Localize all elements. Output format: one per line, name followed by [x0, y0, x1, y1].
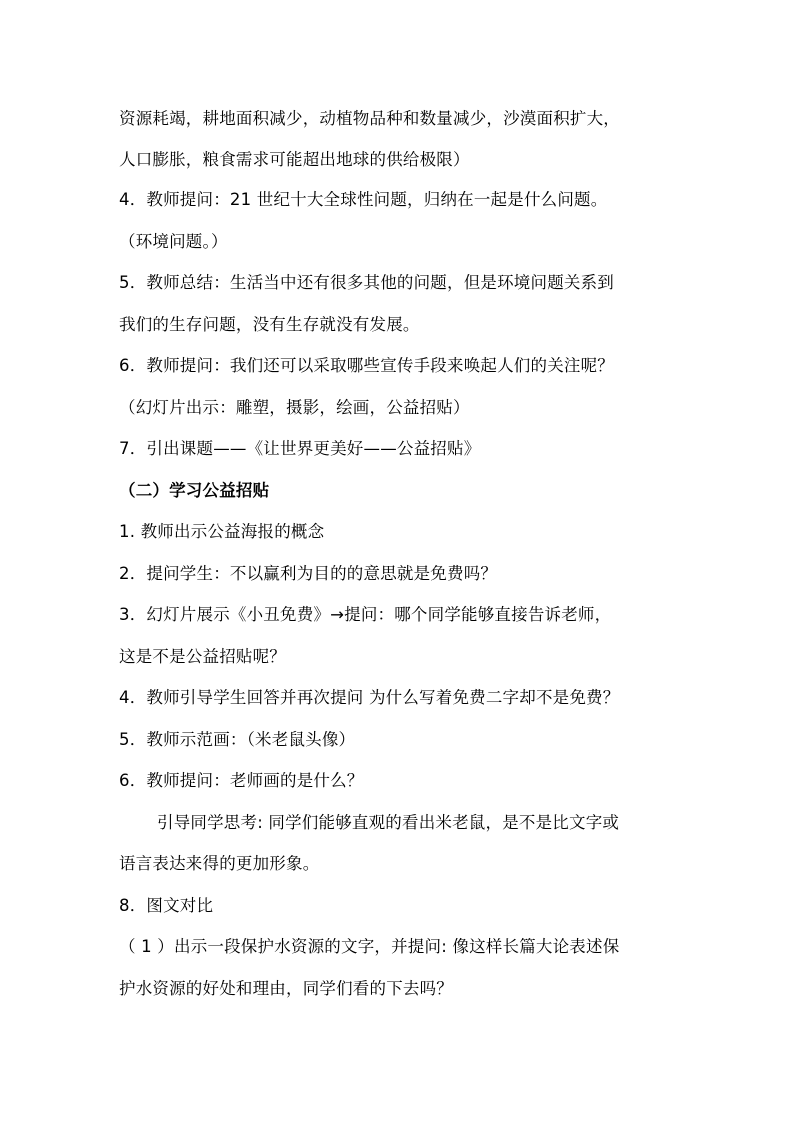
paragraph-line: 我们的生存问题，没有生存就没有发展。 — [119, 315, 420, 334]
list-item-6b: 6．教师提问：老师画的是什么？ — [119, 771, 364, 790]
answer-line: （幻灯片出示：雕塑，摄影，绘画，公益招贴） — [119, 398, 470, 417]
list-item-5b: 5．教师示范画：（米老鼠头像） — [119, 730, 356, 749]
list-item-5: 5．教师总结：生活当中还有很多其他的问题，但是环境问题关系到 — [119, 273, 614, 292]
paragraph-line: 人口膨胀，粮食需求可能超出地球的供给极限） — [119, 150, 470, 169]
list-item-3: 3．幻灯片展示《小丑免费》→提问：哪个同学能够直接告诉老师， — [119, 605, 612, 624]
list-item-1: 1. 教师出示公益海报的概念 — [119, 522, 325, 541]
list-item-6: 6．教师提问：我们还可以采取哪些宣传手段来唤起人们的关注呢？ — [119, 356, 614, 375]
sub-item-1: （ 1 ）出示一段保护水资源的文字，并提问: 像这样长篇大论表述保 — [119, 937, 620, 956]
paragraph-line: 这是不是公益招贴呢？ — [119, 647, 286, 666]
list-item-2: 2．提问学生：不以赢利为目的的意思就是免费吗？ — [119, 564, 498, 583]
paragraph-line: 资源耗竭，耕地面积减少，动植物品种和数量减少，沙漠面积扩大， — [119, 109, 620, 128]
list-item-8: 8．图文对比 — [119, 896, 214, 915]
paragraph-line: 语言表达来得的更加形象。 — [119, 854, 320, 873]
paragraph-line: 引导同学思考: 同学们能够直观的看出米老鼠，是不是比文字或 — [157, 813, 620, 832]
paragraph-line: 护水资源的好处和理由，同学们看的下去吗？ — [119, 979, 453, 998]
list-item-4: 4．教师提问：21 世纪十大全球性问题，归纳在一起是什么问题。 — [119, 190, 608, 209]
answer-line: （环境问题。） — [119, 232, 228, 251]
list-item-7: 7．引出课题——《让世界更美好——公益招贴》 — [119, 439, 481, 458]
section-heading: （二）学习公益招贴 — [119, 481, 270, 500]
list-item-4b: 4．教师引导学生回答并再次提问 为什么写着免费二字却不是免费？ — [119, 688, 620, 707]
